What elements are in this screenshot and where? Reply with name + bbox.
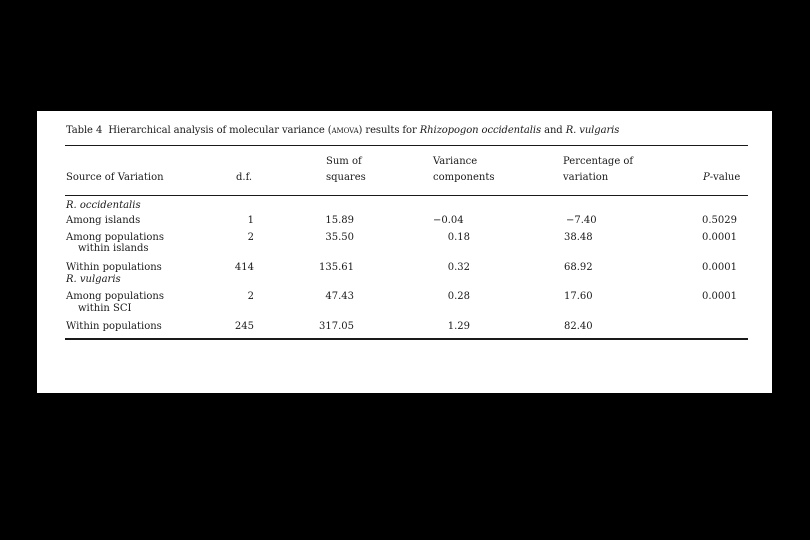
row-df: 414 — [234, 262, 254, 273]
header-source: Source of Variation — [66, 172, 164, 183]
bottom-rule — [65, 338, 748, 340]
row-pv: 38.48 — [564, 232, 593, 243]
header-ss-line2: squares — [326, 172, 366, 183]
row-df: 245 — [234, 321, 254, 332]
row-vc: 0.32 — [447, 262, 470, 273]
row-source: Within populations — [66, 262, 162, 273]
row-vc: −0.04 — [433, 215, 464, 226]
row-vc: 0.18 — [447, 232, 470, 243]
header-pv-line1: Percentage of — [563, 156, 634, 167]
row-pv: 17.60 — [564, 291, 593, 302]
group-name-occidentalis: R. occidentalis — [66, 200, 141, 211]
row-ss: 317.05 — [319, 321, 354, 332]
header-vc-line1: Variance — [433, 156, 478, 167]
row-ss: 135.61 — [319, 262, 354, 273]
header-p-italic: P — [703, 172, 710, 183]
row-source: Among islands — [66, 215, 141, 226]
row-source: Within populations — [66, 321, 162, 332]
row-p: 0.0001 — [702, 232, 737, 243]
row-vc: 0.28 — [447, 291, 470, 302]
top-rule — [65, 145, 748, 146]
row-ss: 35.50 — [325, 232, 354, 243]
row-df: 2 — [247, 232, 254, 243]
header-p-rest: -value — [709, 172, 741, 183]
row-ss: 47.43 — [325, 291, 354, 302]
caption-species-2: R. vulgaris — [565, 125, 620, 136]
caption-text: Hierarchical analysis of molecular variance ( — [108, 125, 332, 136]
row-source: Among populations — [66, 291, 164, 302]
row-df: 2 — [247, 291, 254, 302]
table-caption — [66, 125, 619, 136]
table-page — [37, 111, 772, 393]
header-vc-line2: components — [433, 172, 495, 183]
row-pv: 82.40 — [564, 321, 593, 332]
row-pv: −7.40 — [566, 215, 597, 226]
row-pv: 68.92 — [564, 262, 593, 273]
table-label: Table 4 — [66, 125, 103, 136]
row-source: Among populations — [66, 232, 164, 243]
header-pv-line2: variation — [563, 172, 609, 183]
row-ss: 15.89 — [325, 215, 354, 226]
row-source-cont: within SCI — [78, 303, 132, 314]
row-source-cont: within islands — [78, 243, 149, 254]
caption-amova: amova — [331, 125, 359, 136]
header-p-value — [703, 172, 740, 184]
row-p: 0.0001 — [702, 291, 737, 302]
caption-species-1: Rhizopogon occidentalis — [419, 125, 542, 136]
row-vc: 1.29 — [447, 321, 470, 332]
header-ss-line1: Sum of — [326, 156, 362, 167]
header-df: d.f. — [236, 172, 253, 183]
row-p: 0.5029 — [702, 215, 737, 226]
caption-and: and — [541, 125, 566, 136]
header-rule — [65, 195, 748, 196]
group-name-vulgaris: R. vulgaris — [66, 274, 121, 285]
row-p: 0.0001 — [702, 262, 737, 273]
row-df: 1 — [247, 215, 254, 226]
caption-text-mid: ) results for — [358, 125, 420, 136]
